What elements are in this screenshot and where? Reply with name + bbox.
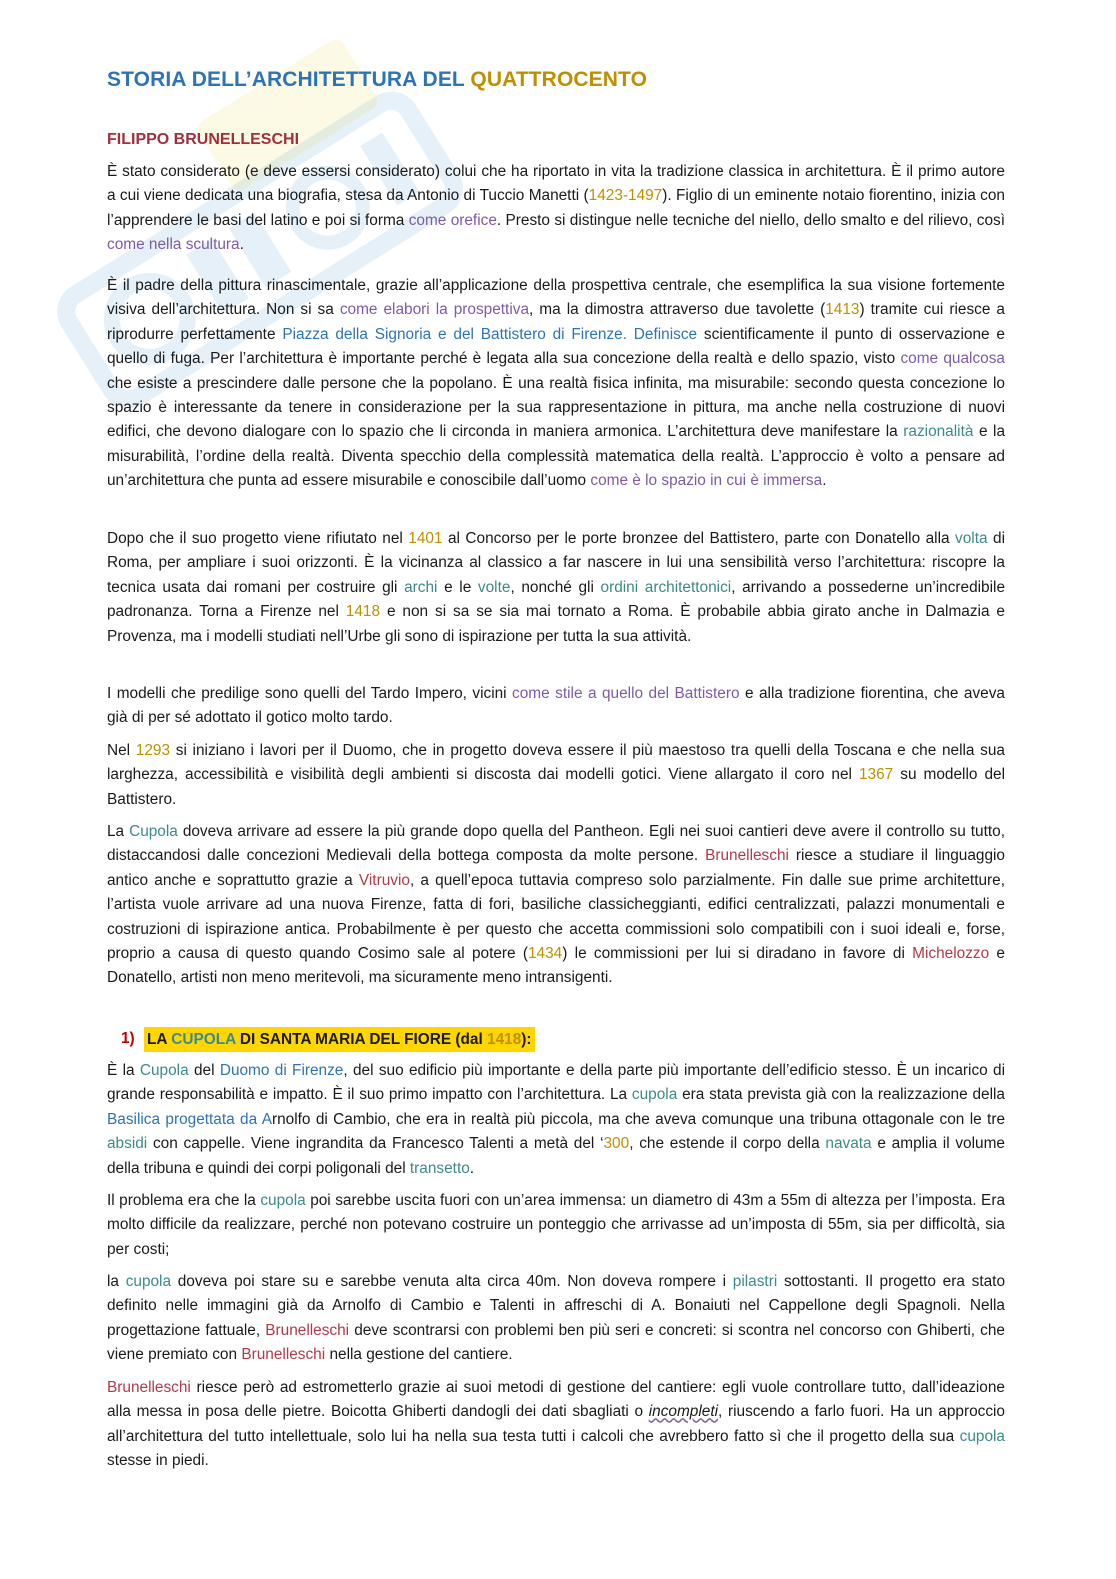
- paragraph-cupola-intro: La Cupola doveva arrivare ad essere la più grande dopo quella del Pantheon. Egli nei suoi cantieri deve avere il controllo su tutto, distaccandosi dalle concezioni Medievali della bottega composta da molte persone. Brunelleschi riesce a studiare il linguaggio antico anche e soprattutto grazie a Vitruvio, a quell’epoca tuttavia compreso solo parzialmente. Fin dalle sue prime architetture, l’artista vuole arrivare ad una nuova Firenze, fatta di fori, basiliche classicheggianti, edifici centralizzati, palazzi monumentali e costruzioni di ispirazione antica. Probabilmente è per questo che accetta commissioni solo compatibili con i suoi ideali e, forse, proprio a causa di questo quando Cosimo sale al potere (1434) le commissioni per lui si diradano in favore di Michelozzo e Donatello, artisti non meno meritevoli, ma sicuramente meno intransigenti.: [107, 823, 1005, 987]
- paragraph-roma: Dopo che il suo progetto viene rifiutato nel 1401 al Concorso per le porte bronzee del Battistero, parte con Donatello alla volta di Roma, per ampliare i suoi orizzonti. È la vicinanza al classico a far nascere in lui una sensibilità verso l’architettura: riscopre la tecnica usata dai romani per costruire gli archi e le volte, nonché gli ordini architettonici, arrivando a possederne un’incredibile padronanza. Torna a Firenze nel 1418 e non si sa se sia mai tornato a Roma. È probabile abbia girato anche in Dalmazia e Provenza, ma i modelli studiati nell’Urbe gli sono di ispirazione per tutta la sua attività.: [107, 530, 1006, 645]
- paragraph-problema: Il problema era che la cupola poi sarebbe uscita fuori con un’area immensa: un diametro di 43m a 55m di altezza per l’imposta. Era molto difficile da realizzare, perché non potevano costruire un ponteggio che arrivasse ad un’imposta di 55m, sia per difficoltà, sia per costi;: [107, 1192, 1006, 1258]
- paragraph-duomo: Nel 1293 si iniziano i lavori per il Duomo, che in progetto doveva essere il più maestoso tra quelli della Toscana e che nella sua larghezza, accessibilità e visibilità degli ambienti si discosta dai modelli gotici. Viene allargato il coro nel 1367 su modello del Battistero.: [107, 742, 1005, 808]
- paragraph-ghiberti: Brunelleschi riesce però ad estrometterlo grazie ai suoi metodi di gestione del cantiere: egli vuole controllare tutto, dall’ideazione alla messa in posa delle pietre. Boicotta Ghiberti dandogli dei dati sbagliati o incompleti, riuscendo a farlo fuori. Ha un approccio all’architettura del tutto intellettuale, solo lui ha nella sua testa tutti i calcoli che avrebbero fatto sì che il progetto della sua cupola stesse in piedi.: [107, 1379, 1005, 1470]
- paragraph-prospettiva: È il padre della pittura rinascimentale, grazie all’applicazione della prospettiva centrale, che esemplifica la sua visione fortemente visiva dell’architettura. Non si sa come elabori la prospettiva, ma la dimostra attraverso due tavolette (1413) tramite cui riesce a riprodurre perfettamente Piazza della Signoria e del Battistero di Firenze. Definisce scientificamente il punto di osservazione e quello di fuga. Per l’architettura è importante perché è legata alla sua concezione della realtà e dello spazio, visto come qualcosa che esiste a prescindere dalle persone che la popolano. È una realtà fisica infinita, ma misurabile: secondo questa concezione lo spazio è interessante da tenere in considerazione per la sua rappresentazione in pittura, ma anche nella costruzione di nuovi edifici, che devono dialogare con lo spazio che li circonda in maniera armonica. L’architettura deve manifestare la razionalità e la misurabilità, l’ordine della realtà. Diventa specchio della complessità matematica della realtà. L’approccio è volto a pensare ad un’architettura che punta ad essere misurabile e conoscibile dall’uomo come è lo spazio in cui è immersa.: [107, 277, 1006, 490]
- paragraph-cupola-duomo: È la Cupola del Duomo di Firenze, del suo edificio più importante e della parte più importante dell’edificio stesso. È un incarico di grande responsabilità e impatto. È il suo primo impatto con l’architettura. La cupola era stata prevista già con la realizzazione della Basilica progettata da Arnolfo di Cambio, che era in realtà più piccola, ma che aveva comunque una tribuna ottagonale con le tre absidi con cappelle. Viene ingrandita da Francesco Talenti a metà del ‘300, che estende il corpo della navata e amplia il volume della tribuna e quindi dei corpi poligonali del transetto.: [107, 1062, 1006, 1177]
- subsection-heading: LA CUPOLA DI SANTA MARIA DEL FIORE (dal 1418):: [144, 1027, 535, 1052]
- paragraph-pilastri: la cupola doveva poi stare su e sarebbe venuta alta circa 40m. Non doveva rompere i pilastri sottostanti. Il progetto era stato definito nelle immagini già da Arnolfo di Cambio e Talenti in affreschi di A. Bonaiuti nel Cappellone degli Spagnoli. Nella progettazione fattuale, Brunelleschi deve scontrarsi con problemi ben più seri e concreti: si scontra nel concorso con Ghiberti, che viene premiato con Brunelleschi nella gestione del cantiere.: [107, 1273, 1006, 1364]
- page-title: STORIA DELL’ARCHITETTURA DEL QUATTROCENTO: [107, 68, 648, 91]
- heading-number: 1): [121, 1030, 135, 1047]
- paragraph-intro: È stato considerato (e deve essersi considerato) colui che ha riportato in vita la tradizione classica in architettura. È il primo autore a cui viene dedicata una biografia, stesa da Antonio di Tuccio Manetti (1423-1497). Figlio di un eminente notaio fiorentino, inizia con l’apprendere le basi del latino e poi si forma come orefice. Presto si distingue nelle tecniche del niello, dello smalto e del rilievo, così come nella scultura.: [107, 163, 1005, 254]
- paragraph-modelli: I modelli che predilige sono quelli del Tardo Impero, vicini come stile a quello del Battistero e alla tradizione fiorentina, che aveva già di per sé adottato il gotico molto tardo.: [107, 685, 1005, 727]
- section-title: FILIPPO BRUNELLESCHI: [107, 131, 300, 148]
